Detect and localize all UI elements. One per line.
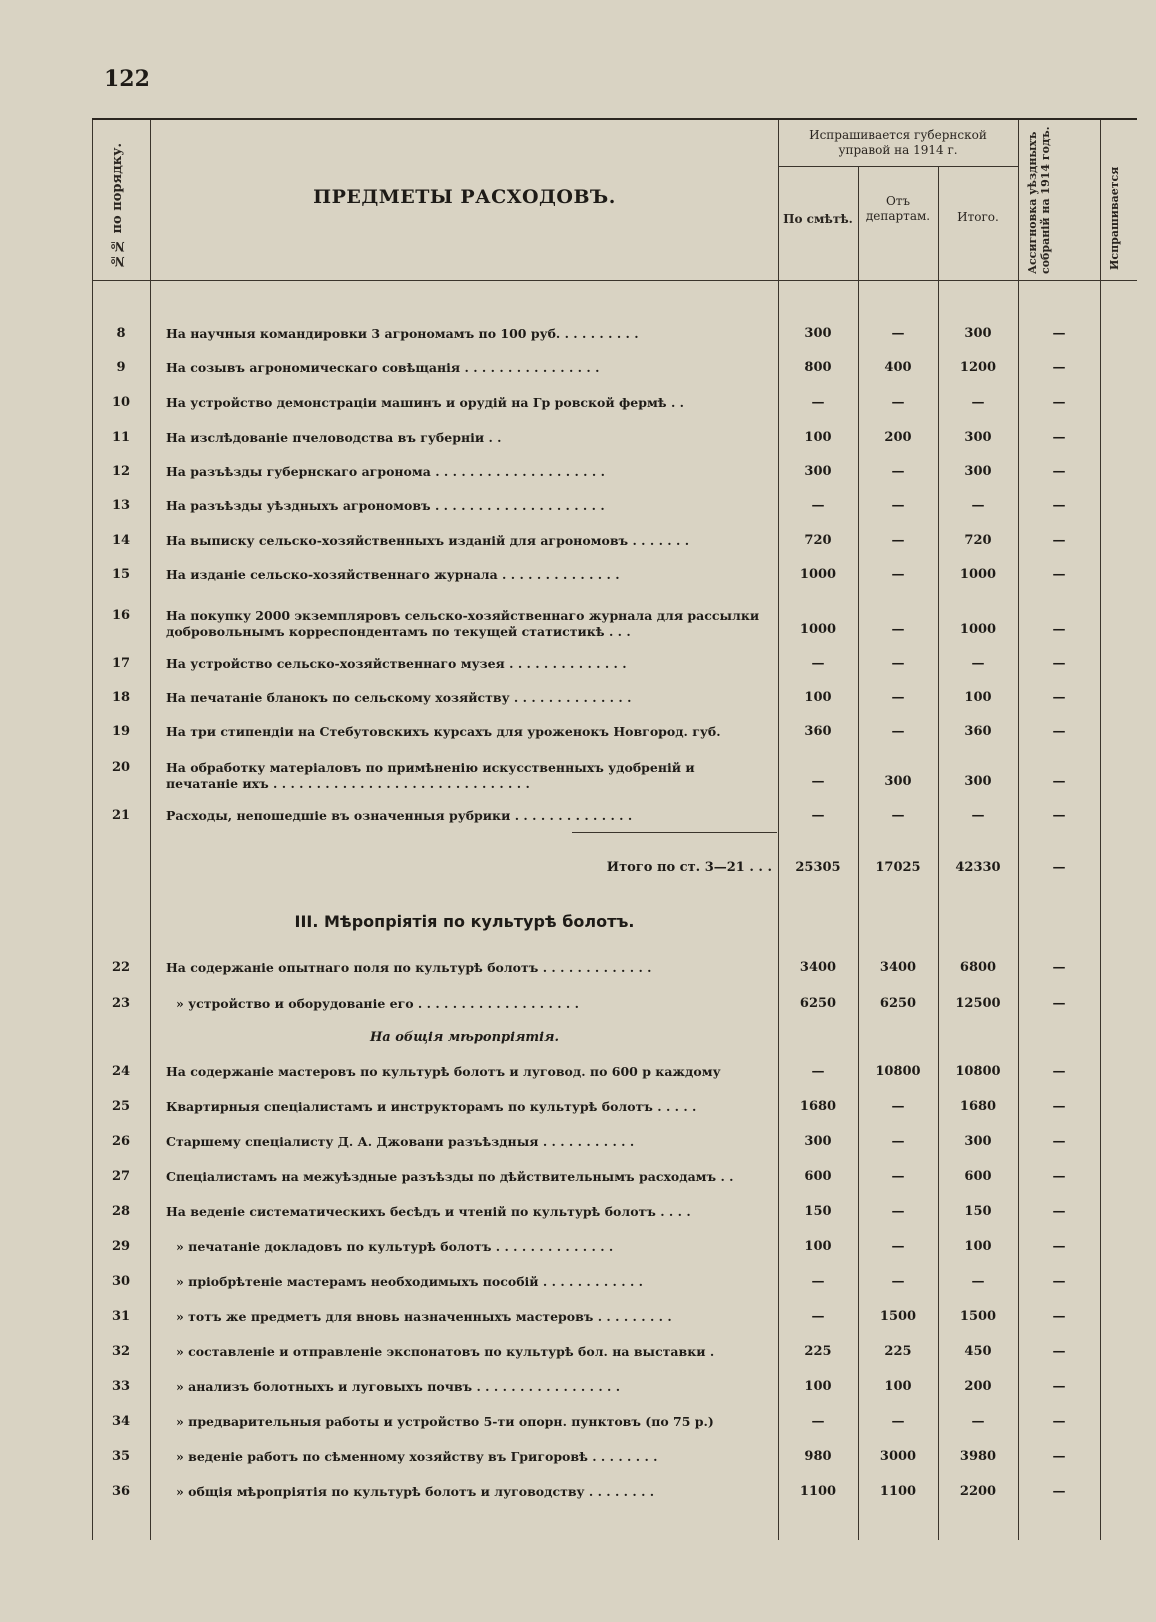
row-number: 26 [111, 1134, 131, 1149]
value-by-estimate: 1000 [799, 622, 837, 637]
row-number: 20 [111, 760, 131, 775]
value-from-dept: — [891, 1204, 905, 1219]
total-rule [572, 832, 777, 833]
page-number: 122 [104, 66, 150, 92]
row-description: На изданіе сельско-хозяйственнаго журнала . . . . . . . . . . . . . . [166, 567, 620, 582]
value-from-dept: 10800 [875, 1064, 921, 1079]
row-description: » составленіе и отправленіе экспонатовъ по культурѣ бол. на выставки . [176, 1344, 715, 1359]
row-description: На три стипендіи на Стебутовскихъ курсахъ для уроженокъ Новгород. губ. [166, 724, 721, 739]
value-total: 300 [964, 1134, 992, 1149]
value-by-estimate: 100 [804, 1239, 832, 1254]
value-by-estimate: 300 [804, 1134, 832, 1149]
value-from-dept: 6250 [879, 996, 917, 1011]
total-assigned: — [1052, 860, 1066, 875]
value-from-dept: 400 [884, 360, 912, 375]
value-by-estimate: — [811, 808, 825, 823]
value-total: 300 [964, 774, 992, 789]
header-total: Итого. [957, 210, 999, 224]
value-total: — [971, 808, 985, 823]
row-description: На изслѣдованіе пчеловодства въ губерніи . . [166, 430, 502, 445]
value-by-estimate: 360 [804, 724, 832, 739]
value-by-estimate: 1100 [799, 1484, 837, 1499]
row-description: » тотъ же предметъ для вновь назначенныхъ мастеровъ . . . . . . . . . [176, 1309, 672, 1324]
row-description: » общія мѣропріятія по культурѣ болотъ и луговодству . . . . . . . . [176, 1484, 655, 1499]
row-number: 29 [111, 1239, 131, 1254]
value-total: 300 [964, 430, 992, 445]
total-sum: 42330 [955, 860, 1001, 875]
row-description: На выписку сельско-хозяйственныхъ изданій для агрономовъ . . . . . . . [166, 533, 690, 548]
row-number: 19 [111, 724, 131, 739]
value-from-dept: 3000 [879, 1449, 917, 1464]
row-description: » пріобрѣтеніе мастерамъ необходимыхъ пособій . . . . . . . . . . . . [176, 1274, 643, 1289]
row-number: 10 [111, 395, 131, 410]
value-total: 450 [964, 1344, 992, 1359]
value-from-dept: 300 [884, 774, 912, 789]
column-divider [1100, 120, 1101, 1540]
row-number: 22 [111, 960, 131, 975]
row-description: » анализъ болотныхъ и луговыхъ почвъ . . . . . . . . . . . . . . . . . [176, 1379, 621, 1394]
value-from-dept: — [891, 1134, 905, 1149]
header-subdivider [778, 166, 1018, 167]
row-description: На созывъ агрономическаго совѣщанія . . . . . . . . . . . . . . . . [166, 360, 600, 375]
value-assigned: — [1052, 1099, 1066, 1114]
header-items: ПРЕДМЕТЫ РАСХОДОВЪ. [313, 186, 616, 208]
value-by-estimate: 100 [804, 690, 832, 705]
value-total: 1200 [959, 360, 997, 375]
row-number: 14 [111, 533, 131, 548]
value-assigned: — [1052, 567, 1066, 582]
row-description: Старшему спеціалисту Д. А. Джовани разъѣздныя . . . . . . . . . . . [166, 1134, 635, 1149]
value-total: 720 [964, 533, 992, 548]
value-total: 3980 [959, 1449, 997, 1464]
value-from-dept: — [891, 395, 905, 410]
value-total: 10800 [955, 1064, 1001, 1079]
value-total: — [971, 1274, 985, 1289]
row-description: На покупку 2000 экземпляровъ сельско-хозяйственнаго журнала для рассылки добровольнымъ корреспондентамъ по текущей статистикѣ . . . [166, 608, 760, 639]
row-number: 15 [111, 567, 131, 582]
value-total: 200 [964, 1379, 992, 1394]
value-by-estimate: 100 [804, 430, 832, 445]
row-number: 17 [111, 656, 131, 671]
value-by-estimate: 6250 [799, 996, 837, 1011]
value-total: — [971, 395, 985, 410]
total-by-estimate: 25305 [795, 860, 841, 875]
row-description: На разъѣзды губернскаго агронома . . . . . . . . . . . . . . . . . . . . [166, 464, 605, 479]
value-by-estimate: — [811, 395, 825, 410]
value-assigned: — [1052, 622, 1066, 637]
value-from-dept: — [891, 622, 905, 637]
row-description: Расходы, непошедшіе въ означенныя рубрики . . . . . . . . . . . . . . [166, 808, 633, 823]
value-assigned: — [1052, 326, 1066, 341]
value-assigned: — [1052, 808, 1066, 823]
value-from-dept: — [891, 1099, 905, 1114]
row-description: Спеціалистамъ на межуѣздные разъѣзды по дѣйствительнымъ расходамъ . . [166, 1169, 734, 1184]
value-assigned: — [1052, 430, 1066, 445]
total-label: Итого по ст. 3—21 . . . [606, 860, 772, 875]
value-by-estimate: — [811, 1064, 825, 1079]
value-assigned: — [1052, 1309, 1066, 1324]
value-by-estimate: — [811, 656, 825, 671]
row-description: » предварительныя работы и устройство 5-ти опорн. пунктовъ (по 75 р.) [176, 1414, 714, 1429]
value-assigned: — [1052, 996, 1066, 1011]
value-assigned: — [1052, 1484, 1066, 1499]
value-from-dept: — [891, 690, 905, 705]
value-by-estimate: 980 [804, 1449, 832, 1464]
row-description: Квартирныя спеціалистамъ и инструкторамъ по культурѣ болотъ . . . . . [166, 1099, 697, 1114]
value-from-dept: — [891, 808, 905, 823]
value-from-dept: — [891, 1414, 905, 1429]
value-total: 12500 [955, 996, 1001, 1011]
row-number: 27 [111, 1169, 131, 1184]
value-by-estimate: — [811, 1414, 825, 1429]
value-total: 1680 [959, 1099, 997, 1114]
row-description: На печатаніе бланокъ по сельскому хозяйству . . . . . . . . . . . . . . [166, 690, 632, 705]
value-from-dept: 225 [884, 1344, 912, 1359]
value-assigned: — [1052, 1379, 1066, 1394]
value-from-dept: — [891, 498, 905, 513]
value-by-estimate: — [811, 1309, 825, 1324]
value-by-estimate: 3400 [799, 960, 837, 975]
row-number: 33 [111, 1379, 131, 1394]
row-description: » устройство и оборудованіе его . . . . . . . . . . . . . . . . . . . [176, 996, 579, 1011]
value-total: 600 [964, 1169, 992, 1184]
value-assigned: — [1052, 533, 1066, 548]
value-by-estimate: — [811, 774, 825, 789]
header-requested-group: Испрашивается губернской управой на 1914 г. [809, 128, 987, 157]
value-assigned: — [1052, 690, 1066, 705]
row-number: 9 [116, 360, 126, 375]
value-total: 150 [964, 1204, 992, 1219]
header-from-dept: Отъ департам. [865, 194, 931, 223]
value-from-dept: 1100 [879, 1484, 917, 1499]
value-assigned: — [1052, 1204, 1066, 1219]
value-from-dept: — [891, 1274, 905, 1289]
value-from-dept: — [891, 326, 905, 341]
value-assigned: — [1052, 498, 1066, 513]
row-number: 35 [111, 1449, 131, 1464]
row-description: На содержаніе мастеровъ по культурѣ болотъ и луговод. по 600 р каждому [166, 1064, 721, 1079]
row-number: 23 [111, 996, 131, 1011]
value-assigned: — [1052, 960, 1066, 975]
row-number: 16 [111, 608, 131, 623]
header-by-estimate: По смѣтѣ. [783, 212, 853, 226]
row-number: 11 [111, 430, 131, 445]
value-from-dept: 3400 [879, 960, 917, 975]
value-assigned: — [1052, 1344, 1066, 1359]
row-number: 31 [111, 1309, 131, 1324]
value-total: — [971, 498, 985, 513]
value-by-estimate: 1000 [799, 567, 837, 582]
value-assigned: — [1052, 395, 1066, 410]
value-assigned: — [1052, 1449, 1066, 1464]
row-description: На устройство сельско-хозяйственнаго музея . . . . . . . . . . . . . . [166, 656, 627, 671]
value-assigned: — [1052, 724, 1066, 739]
value-assigned: — [1052, 1134, 1066, 1149]
value-by-estimate: — [811, 498, 825, 513]
column-divider [150, 120, 151, 1540]
value-total: 100 [964, 1239, 992, 1254]
value-by-estimate: 720 [804, 533, 832, 548]
row-number: 24 [111, 1064, 131, 1079]
value-assigned: — [1052, 774, 1066, 789]
value-total: 1000 [959, 622, 997, 637]
value-total: 1000 [959, 567, 997, 582]
row-number: 32 [111, 1344, 131, 1359]
value-from-dept: — [891, 464, 905, 479]
row-number: 28 [111, 1204, 131, 1219]
row-number: 25 [111, 1099, 131, 1114]
value-from-dept: — [891, 533, 905, 548]
row-number: 30 [111, 1274, 131, 1289]
value-assigned: — [1052, 1064, 1066, 1079]
value-from-dept: — [891, 1169, 905, 1184]
row-number: 21 [111, 808, 131, 823]
value-by-estimate: 600 [804, 1169, 832, 1184]
value-from-dept: 1500 [879, 1309, 917, 1324]
value-total: 2200 [959, 1484, 997, 1499]
value-assigned: — [1052, 1239, 1066, 1254]
value-from-dept: — [891, 1239, 905, 1254]
row-number: 34 [111, 1414, 131, 1429]
value-total: 100 [964, 690, 992, 705]
value-by-estimate: — [811, 1274, 825, 1289]
row-description: На содержаніе опытнаго поля по культурѣ болотъ . . . . . . . . . . . . . [166, 960, 652, 975]
header-requested-cut: Испрашивается [1108, 166, 1121, 270]
row-description: На разъѣзды уѣздныхъ агрономовъ . . . . . . . . . . . . . . . . . . . . [166, 498, 605, 513]
value-total: 300 [964, 326, 992, 341]
row-description: На устройство демонстраціи машинъ и орудій на Гр ровской фермѣ . . [166, 395, 684, 410]
row-description: На обработку матеріаловъ по примѣненію искусственныхъ удобреній и печатаніе ихъ . . . . . . . . . . . . . . . . . . . . . . . . . . . . . . [166, 760, 695, 791]
value-from-dept: — [891, 724, 905, 739]
value-by-estimate: 150 [804, 1204, 832, 1219]
section-title: III. Мѣропріятія по культурѣ болотъ. [294, 912, 635, 931]
value-total: 6800 [959, 960, 997, 975]
total-from-dept: 17025 [875, 860, 921, 875]
row-number: 18 [111, 690, 131, 705]
value-total: 1500 [959, 1309, 997, 1324]
value-by-estimate: 300 [804, 464, 832, 479]
expense-ledger-table [92, 118, 1137, 1540]
value-assigned: — [1052, 360, 1066, 375]
value-by-estimate: 1680 [799, 1099, 837, 1114]
header-bottom-rule [92, 280, 1137, 281]
value-by-estimate: 225 [804, 1344, 832, 1359]
value-total: — [971, 656, 985, 671]
value-by-estimate: 800 [804, 360, 832, 375]
row-description: На научныя командировки 3 агрономамъ по 100 руб. . . . . . . . . . [166, 326, 639, 341]
value-from-dept: — [891, 567, 905, 582]
value-assigned: — [1052, 464, 1066, 479]
value-assigned: — [1052, 656, 1066, 671]
value-assigned: — [1052, 1274, 1066, 1289]
value-assigned: — [1052, 1169, 1066, 1184]
row-number: 13 [111, 498, 131, 513]
value-from-dept: — [891, 656, 905, 671]
value-from-dept: 100 [884, 1379, 912, 1394]
row-description: На веденіе систематическихъ бесѣдъ и чтеній по культурѣ болотъ . . . . [166, 1204, 691, 1219]
header-assigned: Ассигновка уѣздныхъ собраній на 1914 годъ. [1026, 126, 1052, 274]
row-number: 12 [111, 464, 131, 479]
value-total: 300 [964, 464, 992, 479]
value-from-dept: 200 [884, 430, 912, 445]
subsection-title: На общія мѣропріятія. [369, 1030, 559, 1045]
value-total: 360 [964, 724, 992, 739]
value-assigned: — [1052, 1414, 1066, 1429]
row-description: » веденіе работъ по сѣменному хозяйству въ Григоровѣ . . . . . . . . [176, 1449, 658, 1464]
row-number: 8 [116, 326, 126, 341]
header-number: №№ по порядку. [110, 142, 125, 268]
value-by-estimate: 100 [804, 1379, 832, 1394]
value-total: — [971, 1414, 985, 1429]
row-description: » печатаніе докладовъ по культурѣ болотъ . . . . . . . . . . . . . . [176, 1239, 614, 1254]
value-by-estimate: 300 [804, 326, 832, 341]
row-number: 36 [111, 1484, 131, 1499]
